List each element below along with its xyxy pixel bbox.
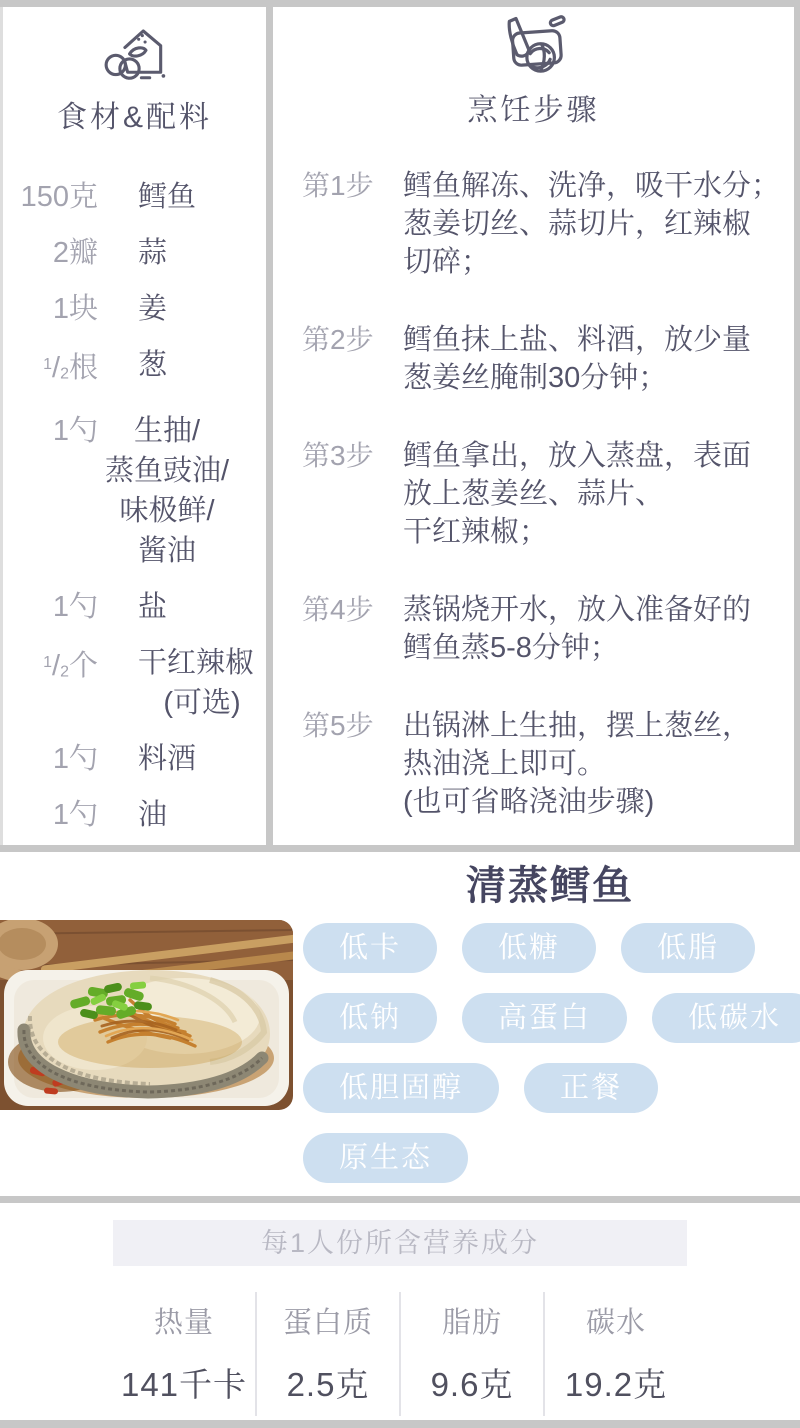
nutrition-column (399, 1292, 543, 1416)
step-label: 第5步 (302, 710, 374, 741)
ingredient-name-line: 蒸鱼豉油/ (104, 454, 230, 487)
ingredient-amount: 1勺 (52, 798, 98, 831)
diet-tag-pill: 低糖 (462, 923, 596, 973)
nutrition-value: 2.5克 (286, 1366, 370, 1403)
step-text-line: 蒸锅烧开水，放入准备好的 (403, 594, 752, 626)
step-row (273, 437, 794, 551)
ingredient-amount: 1勺 (52, 414, 98, 447)
step-text (403, 321, 751, 397)
ingredient-amount: $^1/_2$根 (43, 351, 98, 384)
ingredient-name-line: 葱 (138, 349, 168, 381)
step-text-line: (也可省略浇油步骤) (403, 786, 655, 818)
step-text-line: 出锅淋上生抽，摆上葱丝， (403, 710, 752, 742)
top-border (0, 0, 800, 7)
ingredient-name-line: 蒜 (138, 237, 168, 269)
ingredient-row (3, 643, 266, 723)
ingredient-row (3, 411, 266, 571)
ingredient-row (3, 177, 266, 217)
ingredients-title: 食材&配料 (56, 101, 212, 134)
step-text-line: 热油浇上即可。 (403, 748, 607, 780)
ingredient-name-line: 干红辣椒 (138, 646, 255, 679)
ingredient-name (138, 233, 266, 273)
ingredient-name (138, 587, 266, 627)
step-text-line: 切碎； (403, 246, 491, 278)
step-label: 第3步 (302, 440, 374, 471)
dish-title: 清蒸鳕鱼 (466, 864, 634, 908)
ingredient-row (3, 739, 266, 779)
ingredient-name (138, 289, 266, 329)
right-border (794, 7, 800, 845)
ingredients-panel (3, 7, 266, 845)
step-row (273, 707, 794, 821)
steps-header (273, 15, 794, 129)
bottom-border (0, 1420, 800, 1428)
step-text-line: 鳕鱼蒸5-8分钟； (403, 632, 619, 664)
step-label: 第1步 (302, 170, 374, 201)
ingredient-row (3, 345, 266, 395)
steps-title: 烹饪步骤 (467, 94, 600, 127)
diet-tag-pill: 原生态 (303, 1133, 468, 1183)
ingredient-row (3, 795, 266, 835)
steps-panel (273, 7, 794, 845)
nutrition-column (255, 1292, 399, 1416)
ingredient-amount: 1块 (52, 293, 98, 325)
nutrition-label: 脂肪 (441, 1307, 502, 1339)
step-label: 第2步 (302, 324, 374, 355)
ingredient-name (138, 739, 266, 779)
nutrition-label: 热量 (153, 1307, 214, 1339)
ingredient-name-line: 姜 (138, 293, 168, 325)
nutrition-label: 蛋白质 (282, 1307, 373, 1339)
step-text-line: 鳕鱼拿出，放入蒸盘，表面 (403, 440, 752, 472)
nutrition-value: 141千卡 (120, 1366, 248, 1403)
diet-tag-pill: 低钠 (303, 993, 437, 1043)
nutrition-column (113, 1292, 255, 1416)
ingredient-amount: 1勺 (52, 742, 98, 775)
ingredient-row (3, 289, 266, 329)
diet-tag-row (303, 993, 800, 1043)
nutrition-header: 每1人份所含营养成分 (113, 1220, 687, 1266)
step-row (273, 591, 794, 667)
panel-divider (266, 7, 273, 845)
ingredient-row (3, 233, 266, 273)
dish-photo (0, 920, 293, 1110)
step-text (403, 437, 751, 551)
steps-list (273, 167, 794, 861)
step-row (273, 321, 794, 397)
diet-tag-pill: 正餐 (524, 1063, 658, 1113)
ingredient-name-line: 料酒 (138, 742, 197, 775)
nutrition-value: 9.6克 (430, 1366, 514, 1403)
ingredient-name-line: 鳕鱼 (138, 181, 197, 213)
diet-tag-pill: 低胆固醇 (303, 1063, 499, 1113)
nutrition-value: 19.2克 (564, 1366, 668, 1403)
ingredient-amount: 1勺 (52, 590, 98, 623)
diet-tags (303, 923, 800, 1203)
ingredient-name-line: 生抽/ (133, 414, 201, 447)
ingredient-name (138, 643, 266, 723)
step-text-line: 葱姜切丝、蒜切片，红辣椒 (403, 208, 752, 240)
ingredient-amount: 150克 (20, 181, 98, 213)
step-text-line: 葱姜丝腌制30分钟； (403, 362, 668, 394)
step-text-line: 放上葱姜丝、蒜片、 (403, 478, 665, 510)
step-text (403, 167, 780, 281)
ingredient-name-line: (可选) (163, 686, 241, 719)
ingredient-name (138, 345, 266, 395)
step-text-line: 鳕鱼抹上盐、料酒，放少量 (403, 324, 752, 356)
diet-tag-pill: 低碳水 (652, 993, 800, 1043)
ingredient-name (68, 411, 266, 571)
step-row (273, 167, 794, 281)
cutting-board-icon (497, 15, 571, 79)
ingredients-header (3, 20, 266, 136)
step-text-line: 干红辣椒； (403, 516, 549, 548)
step-text (403, 707, 751, 821)
step-text (403, 591, 751, 667)
ingredient-name (138, 795, 266, 835)
diet-tag-row (303, 923, 800, 973)
ingredient-name-line: 酱油 (137, 534, 196, 567)
ingredient-amount: $^1/_2$个 (43, 649, 98, 682)
ingredient-amount: 2瓣 (52, 237, 98, 269)
diet-tag-row (303, 1133, 800, 1183)
ingredients-bag-icon (102, 20, 168, 86)
diet-tag-pill: 高蛋白 (462, 993, 627, 1043)
ingredient-name-line: 油 (138, 798, 168, 831)
diet-tag-pill: 低卡 (303, 923, 437, 973)
ingredient-name-line: 盐 (138, 590, 168, 623)
step-text-line: 鳕鱼解冻、洗净，吸干水分； (403, 170, 781, 202)
steamed-cod-illustration (0, 920, 293, 1110)
ingredient-name-line: 味极鲜/ (119, 494, 215, 527)
ingredient-name (138, 177, 266, 217)
diet-tag-row (303, 1063, 800, 1113)
nutrition-table (113, 1292, 687, 1416)
step-label: 第4步 (302, 594, 374, 625)
nutrition-column (543, 1292, 687, 1416)
diet-tag-pill: 低脂 (621, 923, 755, 973)
nutrition-label: 碳水 (585, 1307, 646, 1339)
ingredients-list (3, 177, 266, 851)
ingredient-row (3, 587, 266, 627)
